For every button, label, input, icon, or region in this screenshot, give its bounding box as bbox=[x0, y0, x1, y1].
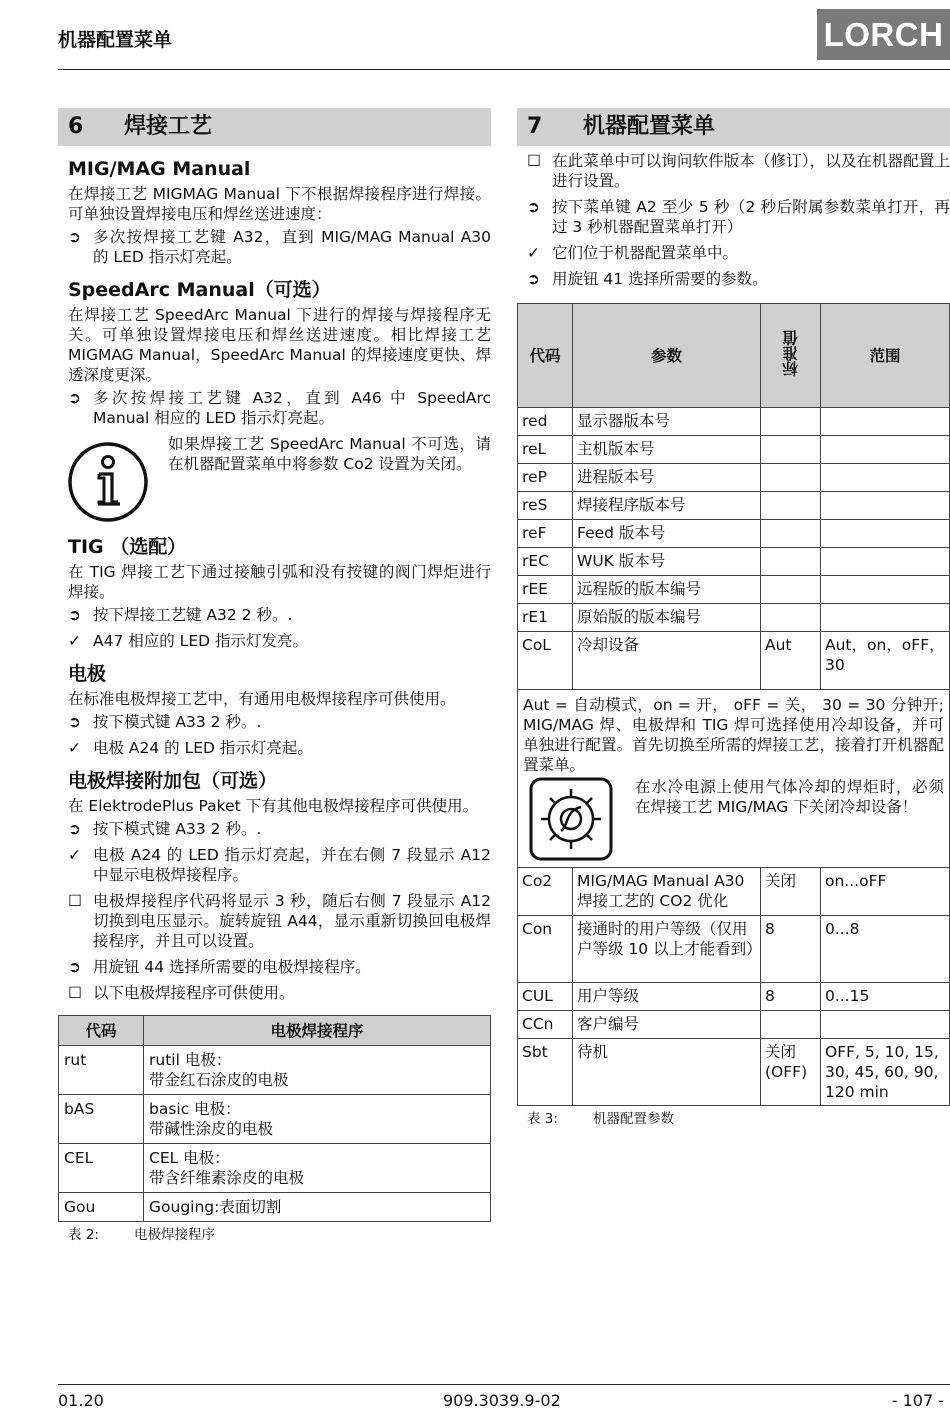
left-column bbox=[58, 108, 491, 1245]
gear-warning-icon bbox=[529, 777, 613, 861]
mig-list bbox=[68, 227, 491, 267]
code-cell: Gou bbox=[59, 1193, 144, 1222]
list-item: ➲ 多次按焊接工艺键 A32，直到 MIG/MAG Manual A30 的 LED 指示灯亮起。 bbox=[68, 228, 491, 266]
param-cell: 焊接程序版本号 bbox=[573, 492, 761, 520]
list-item: ➲ 按下模式键 A33 2 秒。. bbox=[68, 820, 262, 838]
col-header-code: 代码 bbox=[518, 304, 573, 408]
code-cell: CUL bbox=[518, 983, 573, 1011]
list-item: ➲ 按下模式键 A33 2 秒。. bbox=[68, 713, 262, 731]
code-cell: red bbox=[518, 408, 573, 436]
list-item: ☐ 电极焊接程序代码将显示 3 秒，随后右侧 7 段显示 A12 切换到电压显示。旋转旋钮 A44，显示重新切换回电极焊接程序，并且可以设置。 bbox=[68, 892, 491, 950]
code-cell: reF bbox=[518, 520, 573, 548]
default-cell: 8 bbox=[761, 983, 821, 1011]
info-note-text: 如果焊接工艺 SpeedArc Manual 不可选，请在机器配置菜单中将参数 Co2 设置为关闭。 bbox=[168, 435, 491, 473]
tig-heading: TIG （选配） bbox=[68, 536, 187, 558]
arrow-icon: ➲ bbox=[68, 228, 81, 246]
program-cell: basic 电极： 带碱性涂皮的电极 bbox=[144, 1095, 491, 1144]
table-header-row bbox=[59, 1016, 491, 1046]
list-item: ➲ 用旋钮 41 选择所需要的参数。 bbox=[527, 270, 768, 288]
electrode-heading: 电极 bbox=[68, 663, 107, 685]
machine-config-table bbox=[517, 303, 950, 1106]
table-row bbox=[518, 632, 950, 690]
tig-list bbox=[68, 605, 491, 651]
speedarc-list bbox=[68, 388, 491, 428]
range-cell bbox=[821, 436, 950, 464]
default-cell: 关闭 bbox=[761, 868, 821, 916]
list-item: ➲ 多次按焊接工艺键 A32，直到 A46 中 SpeedArc Manual 相应的 LED 指示灯亮起。 bbox=[68, 389, 491, 427]
program-cell: rutil 电极： 带金红石涂皮的电极 bbox=[144, 1046, 491, 1095]
list-item: ➲ 用旋钮 44 选择所需要的电极焊接程序。 bbox=[68, 958, 371, 976]
box-icon: ☐ bbox=[68, 984, 82, 1002]
param-cell: Feed 版本号 bbox=[573, 520, 761, 548]
check-icon: ✓ bbox=[68, 632, 81, 650]
arrow-icon: ➲ bbox=[68, 820, 81, 838]
list-item: ✓ 电极 A24 的 LED 指示灯亮起，并在右侧 7 段显示 A12 中显示电极焊接程序。 bbox=[68, 846, 491, 884]
col-header-code: 代码 bbox=[59, 1016, 144, 1046]
speedarc-heading: SpeedArc Manual（可选） bbox=[68, 279, 331, 301]
default-cell: Aut bbox=[761, 632, 821, 690]
code-cell: CEL bbox=[59, 1144, 144, 1193]
range-cell: OFF, 5, 10, 15, 30, 45, 60, 90, 120 min bbox=[821, 1039, 950, 1106]
section-6-heading bbox=[58, 108, 491, 146]
table-row bbox=[518, 408, 950, 436]
default-cell bbox=[761, 464, 821, 492]
range-cell bbox=[821, 604, 950, 632]
warning-note bbox=[523, 777, 944, 861]
electrode-list bbox=[68, 712, 491, 758]
arrow-icon: ➲ bbox=[527, 198, 540, 216]
table-row bbox=[518, 1011, 950, 1039]
list-item: ✓ A47 相应的 LED 指示灯发亮。 bbox=[68, 632, 308, 650]
section-number: 6 bbox=[68, 114, 84, 139]
program-cell: Gouging:表面切割 bbox=[144, 1193, 491, 1222]
header-divider bbox=[58, 69, 950, 70]
code-cell: Con bbox=[518, 916, 573, 983]
table-header-row bbox=[518, 304, 950, 408]
default-cell bbox=[761, 548, 821, 576]
electrode-text: 在标准电极焊接工艺中，有通用电极焊接程序可供使用。 bbox=[68, 690, 456, 708]
default-cell bbox=[761, 492, 821, 520]
range-cell bbox=[821, 408, 950, 436]
param-cell: 远程版的版本编号 bbox=[573, 576, 761, 604]
default-cell bbox=[761, 1011, 821, 1039]
list-item: ☐ 在此菜单中可以询问软件版本（修订），以及在机器配置上进行设置。 bbox=[527, 152, 950, 190]
default-cell: 关闭 (OFF) bbox=[761, 1039, 821, 1106]
table-row bbox=[518, 576, 950, 604]
default-cell bbox=[761, 520, 821, 548]
table-row bbox=[59, 1144, 491, 1193]
speedarc-text: 在焊接工艺 SpeedArc Manual 下进行的焊接与焊接程序无关。可单独设置焊接电压和焊丝送进速度。相比焊接工艺 MIGMAG Manual，SpeedArc Manual 的焊接速度更快、焊透深度更深。 bbox=[68, 306, 491, 384]
code-cell: rE1 bbox=[518, 604, 573, 632]
mig-text: 在焊接工艺 MIGMAG Manual 下不根据焊接程序进行焊接。可单独设置焊接电压和焊丝送进速度： bbox=[68, 185, 491, 223]
footer-date: 01.20 bbox=[58, 1391, 104, 1410]
addon-list bbox=[68, 819, 491, 1003]
table-row bbox=[518, 983, 950, 1011]
code-cell: rEE bbox=[518, 576, 573, 604]
code-cell: reS bbox=[518, 492, 573, 520]
tig-text: 在 TIG 焊接工艺下通过接触引弧和没有按键的阀门焊炬进行焊接。 bbox=[68, 563, 491, 601]
arrow-icon: ➲ bbox=[527, 270, 540, 288]
code-cell: Sbt bbox=[518, 1039, 573, 1106]
warning-note-text: 在水冷电源上使用气体冷却的焊炬时，必须在焊接工艺 MIG/MAG 下关闭冷却设备！ bbox=[635, 778, 944, 816]
table-row bbox=[518, 492, 950, 520]
arrow-icon: ➲ bbox=[68, 713, 81, 731]
param-cell: WUK 版本号 bbox=[573, 548, 761, 576]
code-cell: reL bbox=[518, 436, 573, 464]
param-cell: 待机 bbox=[573, 1039, 761, 1106]
range-cell bbox=[821, 1011, 950, 1039]
table-row bbox=[518, 1039, 950, 1106]
code-cell: bAS bbox=[59, 1095, 144, 1144]
code-cell: CoL bbox=[518, 632, 573, 690]
table-row bbox=[518, 520, 950, 548]
code-cell: rEC bbox=[518, 548, 573, 576]
param-cell: MIG/MAG Manual A30 焊接工艺的 CO2 优化 bbox=[573, 868, 761, 916]
default-cell bbox=[761, 436, 821, 464]
section-number: 7 bbox=[527, 114, 543, 139]
range-cell bbox=[821, 548, 950, 576]
arrow-icon: ➲ bbox=[68, 606, 81, 624]
default-cell: 8 bbox=[761, 916, 821, 983]
list-item: ➲ 按下菜单键 A2 至少 5 秒（2 秒后附属参数菜单打开，再过 3 秒机器配置菜单打开） bbox=[527, 198, 950, 236]
default-cell bbox=[761, 408, 821, 436]
param-cell: 原始版的版本编号 bbox=[573, 604, 761, 632]
table-row bbox=[518, 464, 950, 492]
list-item: ☐ 以下电极焊接程序可供使用。 bbox=[68, 984, 295, 1002]
footer-doc-number: 909.3039.9-02 bbox=[443, 1391, 561, 1410]
table-row bbox=[518, 548, 950, 576]
page-header-title: 机器配置菜单 bbox=[58, 29, 173, 51]
param-cell: 接通时的用户等级（仅用户等级 10 以上才能看到） bbox=[573, 916, 761, 983]
col-header-range: 范围 bbox=[821, 304, 950, 408]
check-icon: ✓ bbox=[68, 739, 81, 757]
lorch-logo: LORCH bbox=[817, 9, 950, 60]
code-cell: CCn bbox=[518, 1011, 573, 1039]
list-item: ✓ 它们位于机器配置菜单中。 bbox=[527, 244, 739, 262]
right-column bbox=[517, 108, 950, 1129]
program-cell: CEL 电极： 带含纤维素涂皮的电极 bbox=[144, 1144, 491, 1193]
code-cell: rut bbox=[59, 1046, 144, 1095]
mig-heading: MIG/MAG Manual bbox=[68, 158, 251, 180]
param-cell: 显示器版本号 bbox=[573, 408, 761, 436]
param-cell: 用户等级 bbox=[573, 983, 761, 1011]
box-icon: ☐ bbox=[527, 152, 541, 170]
param-cell: 主机版本号 bbox=[573, 436, 761, 464]
section-7-heading bbox=[517, 108, 950, 146]
param-cell: 客户编号 bbox=[573, 1011, 761, 1039]
table-row bbox=[518, 436, 950, 464]
addon-text: 在 ElektrodePlus Paket 下有其他电极焊接程序可供使用。 bbox=[68, 797, 479, 815]
table-note-row bbox=[518, 690, 950, 868]
table-row bbox=[518, 868, 950, 916]
range-cell: 0...15 bbox=[821, 983, 950, 1011]
section-title: 机器配置菜单 bbox=[583, 114, 716, 139]
code-cell: reP bbox=[518, 464, 573, 492]
table-row bbox=[518, 916, 950, 983]
range-cell bbox=[821, 520, 950, 548]
range-cell bbox=[821, 464, 950, 492]
addon-heading: 电极焊接附加包（可选） bbox=[68, 770, 278, 792]
check-icon: ✓ bbox=[527, 244, 540, 262]
table-3-caption: 表 3: 机器配置参数 bbox=[527, 1111, 674, 1127]
range-cell: 0...8 bbox=[821, 916, 950, 983]
col-header-param: 参数 bbox=[573, 304, 761, 408]
range-cell bbox=[821, 576, 950, 604]
default-cell bbox=[761, 576, 821, 604]
cooling-note-text: Aut = 自动模式，on = 开， oFF = 关， 30 = 30 分钟开; MIG/MAG 焊、电极焊和 TIG 焊可选择使用冷却设备，并可单独进行配置。首先切换至所需的焊接工艺，接着打开机器配置菜单。 bbox=[523, 696, 944, 774]
footer-page-number: - 107 - bbox=[891, 1391, 944, 1410]
table-row bbox=[59, 1046, 491, 1095]
info-note bbox=[66, 434, 491, 524]
list-item: ✓ 电极 A24 的 LED 指示灯亮起。 bbox=[68, 739, 313, 757]
section-title: 焊接工艺 bbox=[124, 114, 213, 139]
arrow-icon: ➲ bbox=[68, 958, 81, 976]
electrode-program-table bbox=[58, 1015, 491, 1222]
footer-divider bbox=[58, 1384, 950, 1385]
arrow-icon: ➲ bbox=[68, 389, 81, 407]
default-cell bbox=[761, 604, 821, 632]
check-icon: ✓ bbox=[68, 846, 81, 864]
param-cell: 进程版本号 bbox=[573, 464, 761, 492]
table-2-caption: 表 2: 电极焊接程序 bbox=[68, 1227, 215, 1243]
config-list bbox=[527, 151, 950, 289]
range-cell bbox=[821, 492, 950, 520]
range-cell: Aut，on，oFF，30 bbox=[821, 632, 950, 690]
col-header-default: 标准值 bbox=[761, 304, 821, 408]
table-row bbox=[518, 604, 950, 632]
code-cell: Co2 bbox=[518, 868, 573, 916]
range-cell: on...oFF bbox=[821, 868, 950, 916]
list-item: ➲ 按下焊接工艺键 A32 2 秒。. bbox=[68, 606, 293, 624]
info-icon bbox=[66, 440, 150, 524]
col-header-program: 电极焊接程序 bbox=[144, 1016, 491, 1046]
table-row bbox=[59, 1193, 491, 1222]
box-icon: ☐ bbox=[68, 892, 82, 910]
table-row bbox=[59, 1095, 491, 1144]
param-cell: 冷却设备 bbox=[573, 632, 761, 690]
